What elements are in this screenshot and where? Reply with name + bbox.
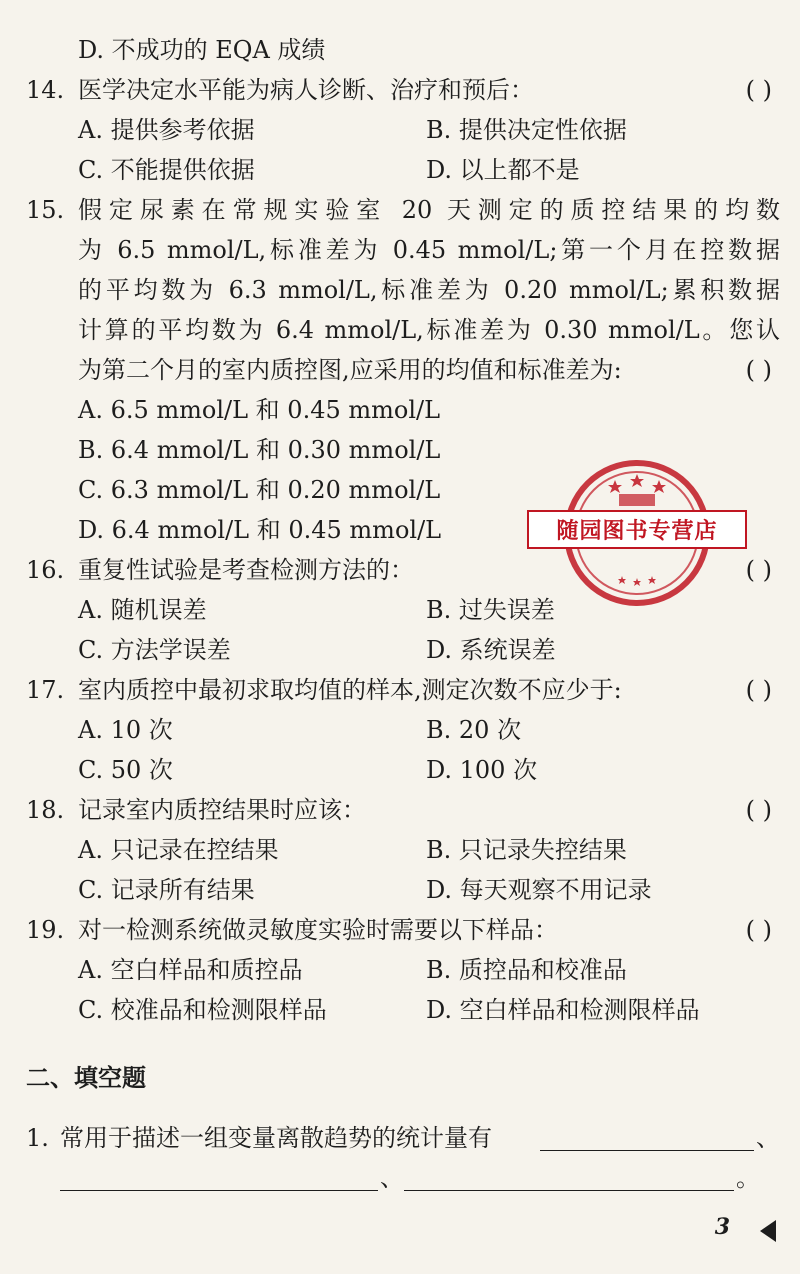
option-a: A. 提供参考依据: [78, 116, 255, 144]
option-c: C. 方法学误差: [78, 636, 231, 664]
option-d: D. 系统误差: [426, 636, 556, 664]
option-c: C. 不能提供依据: [78, 156, 255, 184]
option-d: D. 空白样品和检测限样品: [426, 996, 700, 1024]
answer-paren: ( ): [745, 76, 772, 104]
option-a: A. 随机误差: [78, 596, 207, 624]
option-b: B. 过失误差: [426, 596, 555, 624]
page-number: 3: [714, 1214, 730, 1240]
option-a: A. 空白样品和质控品: [78, 956, 303, 984]
item-text: 常用于描述一组变量离散趋势的统计量有: [60, 1124, 492, 1152]
question-text: 记录室内质控结果时应该：: [78, 796, 366, 824]
option-a: A. 10 次: [78, 716, 173, 744]
shop-stamp: [527, 458, 747, 608]
question-number: 16.: [26, 556, 65, 584]
answer-paren: ( ): [745, 356, 772, 384]
answer-paren: ( ): [745, 796, 772, 824]
question-text: 对一检测系统做灵敏度实验时需要以下样品：: [78, 916, 558, 944]
item-number: 1.: [26, 1124, 49, 1152]
question-text: 室内质控中最初求取均值的样本,测定次数不应少于:: [78, 676, 622, 704]
question-text: 医学决定水平能为病人诊断、治疗和预后：: [78, 76, 534, 104]
answer-blank-1[interactable]: [540, 1122, 754, 1151]
question-number: 17.: [26, 676, 65, 704]
separator: 、: [756, 1124, 780, 1152]
answer-blank-3[interactable]: [404, 1162, 734, 1191]
option-b: B. 20 次: [426, 716, 522, 744]
option-c: C. 50 次: [78, 756, 173, 784]
answer-paren: ( ): [745, 916, 772, 944]
question-number: 19.: [26, 916, 65, 944]
question-number: 14.: [26, 76, 65, 104]
option-b: B. 质控品和校准品: [426, 956, 627, 984]
stamp-text: 随园图书专营店: [527, 510, 747, 549]
option-b: B. 只记录失控结果: [426, 836, 627, 864]
question-text: 重复性试验是考查检测方法的：: [78, 556, 414, 584]
option-d: D. 每天观察不用记录: [426, 876, 652, 904]
end-mark: 。: [736, 1164, 760, 1192]
answer-paren: ( ): [745, 556, 772, 584]
option-a: A. 只记录在控结果: [78, 836, 279, 864]
option-c: C. 记录所有结果: [78, 876, 255, 904]
question-number: 15.: [26, 196, 65, 224]
separator: 、: [380, 1164, 404, 1192]
question-text-line-1: 假定尿素在常规实验室 20 天测定的质控结果的均数: [78, 196, 780, 224]
page-arrow-icon: [760, 1220, 776, 1242]
page: D. 不成功的 EQA 成绩 14. 医学决定水平能为病人诊断、治疗和预后： ( ) A. 提供参考依据 B. 提供决定性依据 C. 不能提供依据 D. 以上都不是 15. 假定尿素在常规实验室 20 天测定的质控结果的均数 为 6.5 mmol/L,标准差为 0.45 mmol/L;第一个月在控数据 的平均数为 6.3 mmol/L,标准差为 0.20 mmol/L;累积数据 计算的平均数为 6.4 mmol/L,标准差为 0.30 mmol/L。您认 为第二个月的室内质控图,应采用的均值和标准差为: ( ) A. 6.5 mmol/L 和 0.45 mmol/L B. 6.4 mmol/L 和 0.30 mmol/L C. 6.3 mmol/L 和 0.20 mmol/L D. 6.4 mmol/L 和 0.45 mmol/L 16. 重复性试验是考查检测方法的： ( ) A. 随机误差 B. 过失误差 C. 方法学误差 D. 系统误差 17. 室内质控中最初求取均值的样本,测定次数不应少于: ( ) A. 10 次 B. 20 次 C. 50 次 D. 100 次 18. 记录室内质控结果时应该： ( ) A. 只记录在控结果 B. 只记录失控结果 C. 记录所有结果 D. 每天观察不用记录 19. 对一检测系统做灵敏度实验时需要以下样品： ( ) A. 空白样品和质控品 B. 质控品和校准品 C. 校准品和检测限样品 D. 空白样品和检测限样品 二、填空题 1. 常用于描述一组变量离散趋势的统计量有 、 、 。 随园图书专营店 3: [26, 36, 780, 1240]
option-b: B. 提供决定性依据: [426, 116, 627, 144]
question-number: 18.: [26, 796, 65, 824]
option-c: C. 校准品和检测限样品: [78, 996, 327, 1024]
section-title: 二、填空题: [26, 1063, 146, 1092]
option-d: D. 100 次: [426, 756, 538, 784]
answer-blank-2[interactable]: [60, 1162, 378, 1191]
answer-paren: ( ): [745, 676, 772, 704]
option-d: D. 以上都不是: [426, 156, 580, 184]
